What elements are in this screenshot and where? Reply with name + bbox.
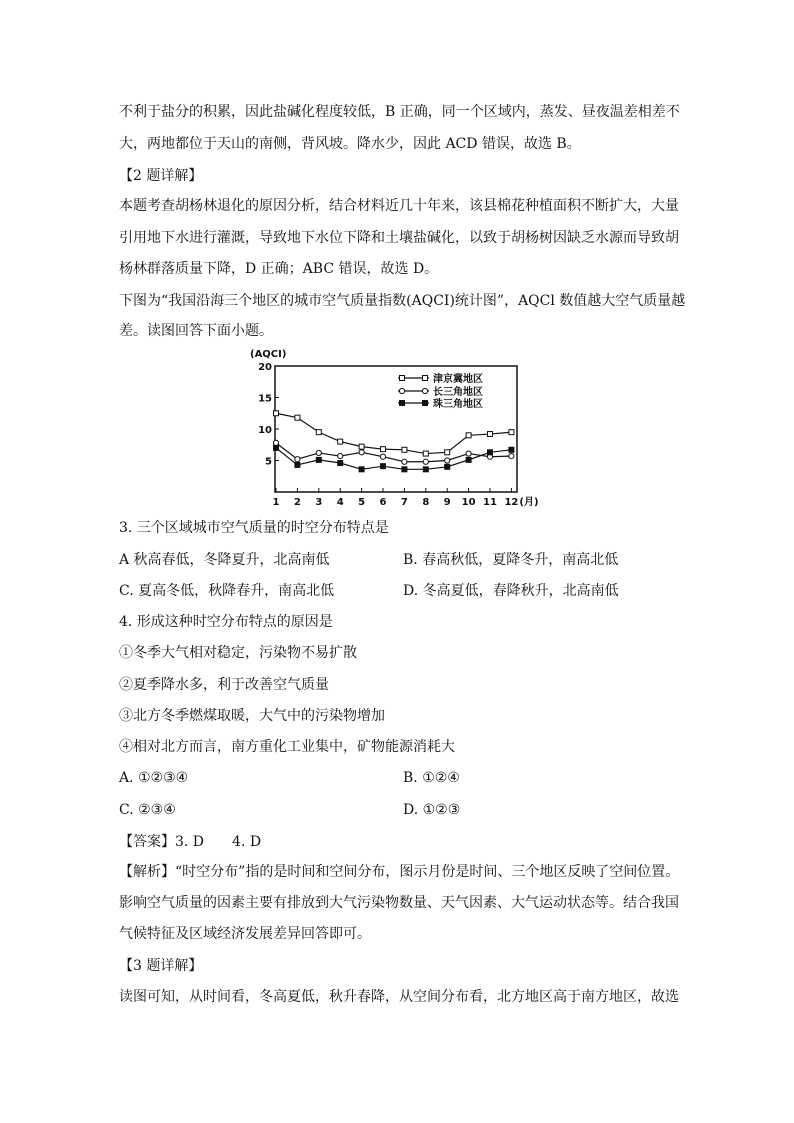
q3-option-c: C. 夏高冬低，秋降春升，南高北低 — [119, 583, 335, 599]
series-line — [276, 448, 511, 469]
paragraph-line: 下图为“我国沿海三个地区的城市空气质量指数(AQCI)统计图”，AQCl 数值越大空气质量越 — [119, 293, 686, 309]
paragraph-line: 读图可知，从时间看，冬高夏低，秋升春降，从空间分布看，北方地区高于南方地区，故选 — [119, 989, 679, 1005]
data-point — [488, 432, 493, 437]
legend-marker — [400, 401, 405, 406]
data-point — [359, 450, 364, 455]
y-tick-label: 5 — [265, 456, 272, 468]
x-tick-label: 3 — [315, 497, 323, 508]
x-tick-label: 12 — [504, 497, 519, 508]
x-tick-label: 1 — [272, 497, 280, 508]
data-point — [402, 447, 407, 452]
legend-marker — [399, 388, 404, 393]
x-tick-label: 7 — [400, 497, 408, 508]
q4-statement-4: ④相对北方而言，南方重化工业集中，矿物能源消耗大 — [119, 739, 455, 755]
data-point — [316, 457, 321, 462]
paragraph-line: 引用地下水进行灌溉，导致地下水位下降和土壤盐碱化，以致于胡杨树因缺乏水源而导致胡 — [119, 230, 679, 246]
legend-marker — [422, 388, 427, 393]
data-point — [509, 447, 514, 452]
section-heading-q2: 【2 题详解】 — [119, 168, 203, 184]
answer-line: 【答案】3. D 4. D — [119, 834, 262, 850]
y-tick-label: 10 — [258, 425, 272, 436]
section-heading-q3: 【3 题详解】 — [119, 958, 203, 974]
q4-statement-1: ①冬季大气相对稳定，污染物不易扩散 — [119, 645, 357, 661]
legend-label: 长三角地区 — [433, 387, 483, 398]
x-tick-label: 8 — [422, 497, 430, 508]
data-point — [466, 451, 471, 456]
data-point — [295, 457, 300, 462]
q4-statement-3: ③北方冬季燃煤取暖，大气中的污染物增加 — [119, 708, 385, 724]
data-point — [274, 445, 279, 450]
q3-option-a: A 秋高春低，冬降夏升，北高南低 — [119, 552, 330, 568]
data-point — [381, 447, 386, 452]
series-line — [276, 443, 511, 462]
data-point — [423, 459, 428, 464]
legend-marker — [423, 376, 428, 381]
paragraph-line: 不利于盐分的积累，因此盐碱化程度较低，B 正确，同一个区域内，蒸发、昼夜温差相差不 — [119, 104, 680, 120]
data-point — [295, 415, 300, 420]
x-tick-label: 9 — [443, 497, 451, 508]
data-point — [338, 461, 343, 466]
q4-option-d: D. ①②③ — [403, 802, 461, 818]
q4-option-c: C. ②③④ — [119, 802, 176, 818]
data-point — [359, 467, 364, 472]
x-tick-label: 10 — [461, 497, 476, 508]
data-point — [295, 462, 300, 467]
data-point — [273, 440, 278, 445]
data-point — [274, 411, 279, 416]
legend-marker — [423, 401, 428, 406]
x-axis-unit: (月) — [519, 497, 539, 508]
data-point — [488, 450, 493, 455]
y-tick-label: 20 — [258, 362, 272, 373]
data-point — [316, 450, 321, 455]
question-4: 4. 形成这种时空分布特点的原因是 — [119, 614, 333, 630]
analysis-line: 气候特征及区域经济发展差异回答即可。 — [119, 926, 371, 942]
data-point — [402, 459, 407, 464]
x-tick-label: 6 — [379, 497, 387, 508]
data-point — [338, 453, 343, 458]
data-point — [359, 444, 364, 449]
data-point — [509, 430, 514, 435]
y-tick-label: 15 — [258, 393, 272, 405]
data-point — [466, 433, 471, 438]
data-point — [380, 454, 385, 459]
q3-option-d: D. 冬高夏低，春降秋升，北高南低 — [403, 583, 619, 599]
q3-option-b: B. 春高秋低，夏降冬升，南高北低 — [403, 552, 619, 568]
data-point — [316, 430, 321, 435]
data-point — [381, 464, 386, 469]
analysis-line: 【解析】“时空分布”指的是时间和空间分布，图示月份是时间、三个地区反映了空间位置。 — [119, 864, 680, 880]
paragraph-line: 本题考查胡杨林退化的原因分析，结合材料近几十年来，该县棉花种植面积不断扩大，大量 — [119, 198, 679, 214]
data-point — [402, 467, 407, 472]
legend-label: 珠三角地区 — [433, 399, 483, 410]
q4-option-a: A. ①②③④ — [119, 770, 189, 786]
data-point — [338, 439, 343, 444]
series-line — [276, 413, 511, 453]
q4-option-b: B. ①②④ — [403, 770, 460, 786]
data-point — [423, 467, 428, 472]
q4-statement-2: ②夏季降水多，利于改善空气质量 — [119, 677, 329, 693]
x-tick-label: 11 — [483, 497, 497, 508]
x-tick-label: 5 — [358, 497, 366, 508]
data-point — [423, 451, 428, 456]
data-point — [445, 450, 450, 455]
legend-marker — [400, 376, 405, 381]
x-tick-label: 2 — [293, 497, 301, 508]
paragraph-line: 杨林群落质量下降，D 正确；ABC 错误，故选 D。 — [119, 261, 439, 277]
data-point — [445, 458, 450, 463]
data-point — [509, 453, 514, 458]
data-point — [445, 464, 450, 469]
x-tick-label: 4 — [336, 497, 344, 508]
paragraph-line: 大，两地都位于天山的南侧，背风坡。降水少，因此 ACD 错误，故选 B。 — [119, 136, 581, 152]
paragraph-line: 差。读图回答下面小题。 — [119, 323, 273, 339]
analysis-line: 影响空气质量的因素主要有排放到大气污染物数量、天气因素、大气运动状态等。结合我国 — [119, 895, 679, 911]
legend-label: 津京冀地区 — [433, 374, 483, 385]
y-axis-label: (AQCI) — [250, 349, 287, 360]
data-point — [466, 457, 471, 462]
aqci-line-chart — [248, 345, 539, 510]
question-3: 3. 三个区域城市空气质量的时空分布特点是 — [119, 520, 389, 536]
